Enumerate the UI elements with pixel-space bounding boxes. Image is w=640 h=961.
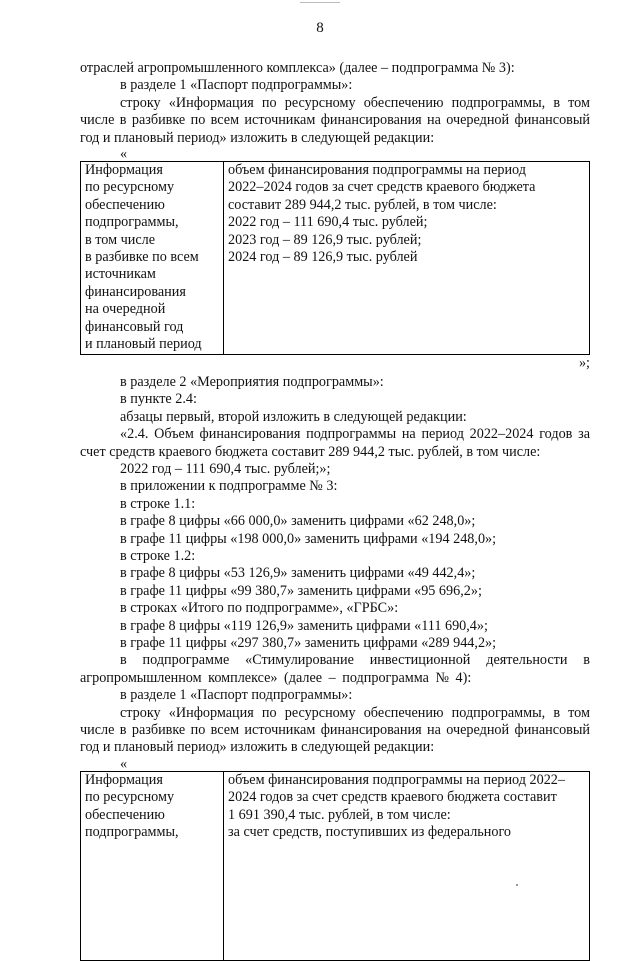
paragraph: 2022 год – 111 690,4 тыс. рублей;»; <box>120 460 331 477</box>
paragraph: в строках «Итого по подпрограмме», «ГРБС»: <box>120 600 399 617</box>
paragraph: в пункте 2.4: <box>120 391 197 408</box>
paragraph: строку «Информация по ресурсному обеспечению подпрограммы, в том числе в разбивке по всем источникам финансирования на очередной финансовый год и плановый период» изложить в следующей редакции: <box>80 704 590 756</box>
paragraph: в графе 8 цифры «119 126,9» заменить цифрами «111 690,4»; <box>120 617 488 634</box>
paragraph: в приложении к подпрограмме № 3: <box>120 478 338 495</box>
paragraph: в строке 1.2: <box>120 547 196 564</box>
table-cell-label: Информация по ресурсному обеспечению подпрограммы, в том числе в разбивке по всем источникам финансирования на очередной финансовый год и плановый период <box>81 162 224 354</box>
scan-speck <box>516 884 518 886</box>
paragraph: отраслей агропромышленного комплекса» (далее – подпрограмма № 3): <box>80 60 515 76</box>
paragraph: в разделе 2 «Мероприятия подпрограммы»: <box>120 373 384 390</box>
paragraph: в строке 1.1: <box>120 495 196 512</box>
table-row <box>81 771 590 960</box>
table-row <box>81 162 590 354</box>
paragraph: в разделе 1 «Паспорт подпрограммы»: <box>120 77 353 94</box>
paragraph: строку «Информация по ресурсному обеспечению подпрограммы, в том числе в разбивке по всем источникам финансирования на очередной финансовый год и плановый период» изложить в следующей редакции: <box>80 94 590 146</box>
table-cell-value: объем финансирования подпрограммы на период 2022–2024 годов за счет средств краевого бюджета составит 289 944,2 тыс. рублей, в том числе: 2022 год – 111 690,4 тыс. рублей; 2023 год – 89 126,9 тыс. рублей; 2024 год – 89 126,9 тыс. рублей <box>224 162 590 354</box>
paragraph: в графе 11 цифры «297 380,7» заменить цифрами «289 944,2»; <box>120 635 497 651</box>
paragraph: в графе 8 цифры «66 000,0» заменить цифрами «62 248,0»; <box>120 513 476 530</box>
top-mark <box>300 2 340 4</box>
passport-table-2 <box>80 771 590 961</box>
close-quote: »; <box>578 354 590 371</box>
paragraph: абзацы первый, второй изложить в следующей редакции: <box>120 408 467 425</box>
passport-table-1 <box>80 161 590 354</box>
open-quote: « <box>120 755 128 772</box>
paragraph: «2.4. Объем финансирования подпрограммы на период 2022–2024 годов за счет средств краевого бюджета составит 289 944,2 тыс. рублей, в том числе: <box>80 426 590 460</box>
open-quote: « <box>120 146 128 163</box>
table-cell-value: объем финансирования подпрограммы на период 2022– 2024 годов за счет средств краевого бюджета составит 1 691 390,4 тыс. рублей, в том числе: за счет средств, поступивших из федерального <box>224 771 590 960</box>
paragraph: в графе 11 цифры «99 380,7» заменить цифрами «95 696,2»; <box>120 582 482 599</box>
paragraph: в подпрограмме «Стимулирование инвестиционной деятельности в агропромышленном комплексе» (далее – подпрограмма № 4): <box>80 652 590 686</box>
paragraph: в графе 8 цифры «53 126,9» заменить цифрами «49 442,4»; <box>120 565 476 582</box>
paragraph: в графе 11 цифры «198 000,0» заменить цифрами «194 248,0»; <box>120 530 497 547</box>
document-body <box>80 60 590 961</box>
paragraph: в разделе 1 «Паспорт подпрограммы»: <box>120 687 353 704</box>
table-cell-label: Информация по ресурсному обеспечению подпрограммы, <box>81 771 224 960</box>
page-number: 8 <box>316 20 324 36</box>
